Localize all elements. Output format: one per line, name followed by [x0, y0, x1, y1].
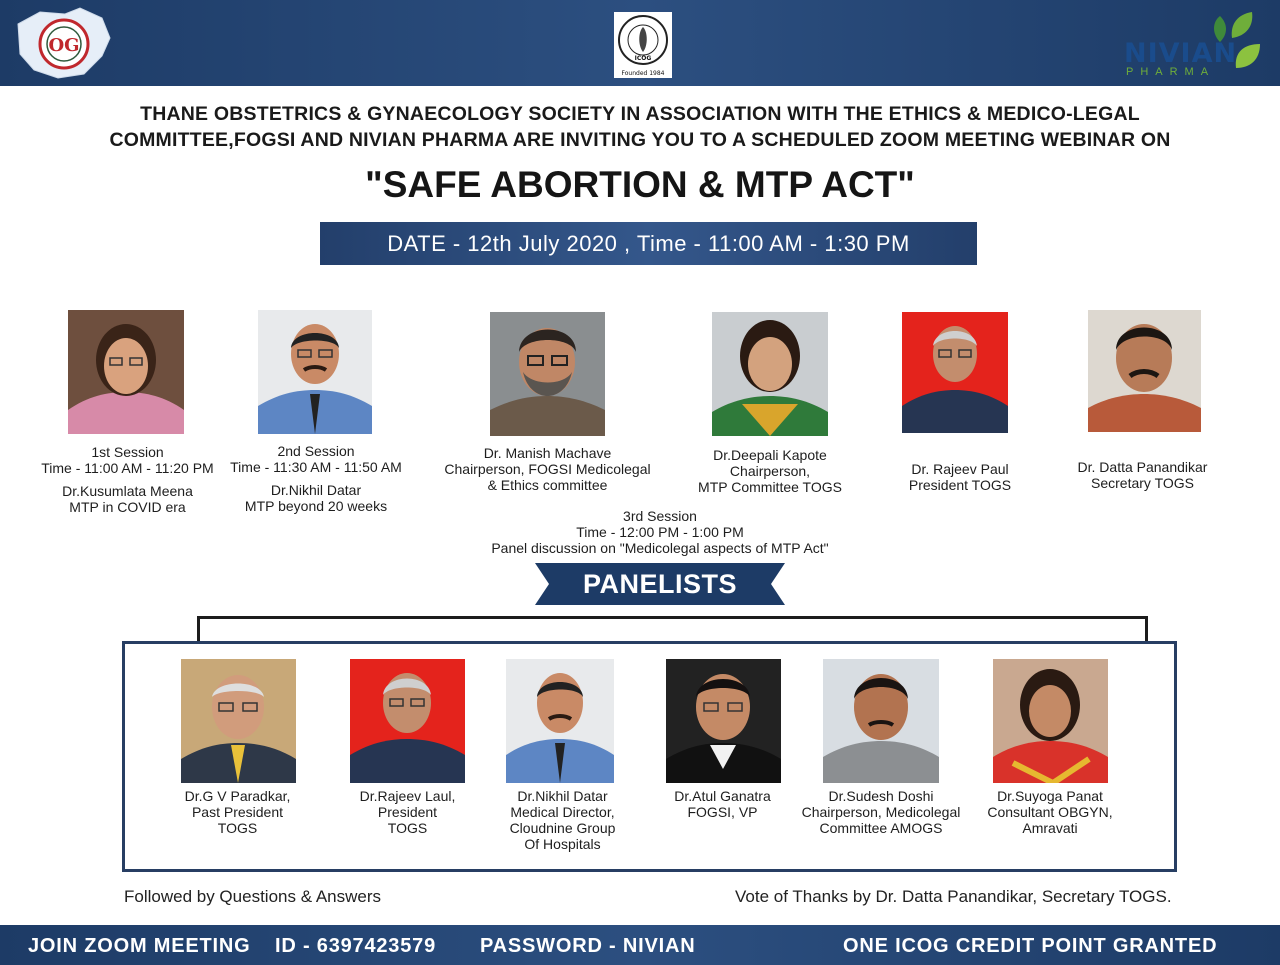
followed-by-note: Followed by Questions & Answers: [124, 887, 382, 906]
speaker-photo-rajeev-paul: [902, 312, 1008, 433]
speaker-caption-2: 2nd Session Time - 11:30 AM - 11:50 AM Dr.Nikhil Datar MTP beyond 20 weeks: [230, 443, 402, 514]
panel-frame-top: [197, 616, 1148, 642]
svg-text:ICOG: ICOG: [634, 55, 652, 62]
header-bar: [0, 0, 1280, 86]
panelists-label: PANELISTS: [582, 568, 737, 599]
footer-bar: [0, 925, 1280, 965]
nivian-pharma-logo: [1120, 8, 1270, 80]
panelist-caption-6: Dr.Suyoga Panat Consultant OBGYN, Amravati: [987, 788, 1113, 836]
panelist-photo-nikhil-datar: [506, 659, 614, 783]
panelist-photo-suyoga-panat: [993, 659, 1108, 783]
panelist-caption-5: Dr.Sudesh Doshi Chairperson, Medicolegal Committee AMOGS: [801, 788, 961, 836]
vote-of-thanks-note: Vote of Thanks by Dr. Datta Panandikar, Secretary TOGS.: [735, 887, 1172, 906]
speaker-caption-6: Dr. Datta Panandikar Secretary TOGS: [1077, 459, 1208, 491]
panelist-caption-3: Dr.Nikhil Datar Medical Director, Cloudnine Group Of Hospitals: [509, 788, 616, 852]
speaker-caption-3: Dr. Manish Machave Chairperson, FOGSI Medicolegal & Ethics committee: [444, 445, 651, 493]
panelist-photo-gv-paradkar: [181, 659, 296, 783]
svg-text:Founded 1984: Founded 1984: [621, 70, 665, 77]
speaker-photo-deepali-kapote: [712, 312, 828, 436]
togs-logo: [10, 4, 115, 82]
panelist-caption-4: Dr.Atul Ganatra FOGSI, VP: [674, 788, 771, 820]
panelist-photo-atul-ganatra: [666, 659, 781, 783]
nivian-wordmark: NIVIAN: [1124, 38, 1238, 69]
zoom-password: PASSWORD - NIVIAN: [480, 935, 696, 957]
icog-logo: [614, 12, 672, 78]
speaker-photo-kusumlata-meena: [68, 310, 184, 434]
panelist-caption-1: Dr.G V Paradkar, Past President TOGS: [184, 788, 291, 836]
speaker-photo-nikhil-datar: [258, 310, 372, 434]
speaker-caption-1: 1st Session Time - 11:00 AM - 11:20 PM Dr.Kusumlata Meena MTP in COVID era: [41, 444, 214, 515]
svg-text:OG: OG: [48, 35, 80, 56]
credit-point-note: ONE ICOG CREDIT POINT GRANTED: [843, 935, 1218, 957]
speaker-photo-datta-panandikar: [1088, 310, 1201, 432]
intro-line-1: THANE OBSTETRICS & GYNAECOLOGY SOCIETY IN ASSOCIATION WITH THE ETHICS & MEDICO-LEGAL: [140, 103, 1140, 125]
zoom-meeting-id: ID - 6397423579: [275, 935, 437, 957]
panelist-photo-sudesh-doshi: [823, 659, 939, 783]
speaker-photo-manish-machave: [490, 312, 605, 436]
panelist-photo-rajeev-laul: [350, 659, 465, 783]
webinar-title: "SAFE ABORTION & MTP ACT": [365, 164, 915, 205]
session-3-info: 3rd Session Time - 12:00 PM - 1:00 PM Panel discussion on "Medicolegal aspects of MTP Act": [491, 508, 829, 556]
join-zoom-label: JOIN ZOOM MEETING: [28, 935, 251, 957]
date-time-bar: DATE - 12th July 2020 , Time - 11:00 AM - 1:30 PM: [320, 222, 977, 265]
intro-line-2: COMMITTEE,FOGSI AND NIVIAN PHARMA ARE INVITING YOU TO A SCHEDULED ZOOM MEETING WEBINAR ON: [109, 129, 1171, 151]
panelist-caption-2: Dr.Rajeev Laul, President TOGS: [359, 788, 456, 836]
speaker-caption-5: Dr. Rajeev Paul President TOGS: [908, 461, 1012, 493]
pharma-wordmark: PHARMA: [1126, 66, 1216, 78]
speaker-caption-4: Dr.Deepali Kapote Chairperson, MTP Committee TOGS: [698, 447, 842, 495]
